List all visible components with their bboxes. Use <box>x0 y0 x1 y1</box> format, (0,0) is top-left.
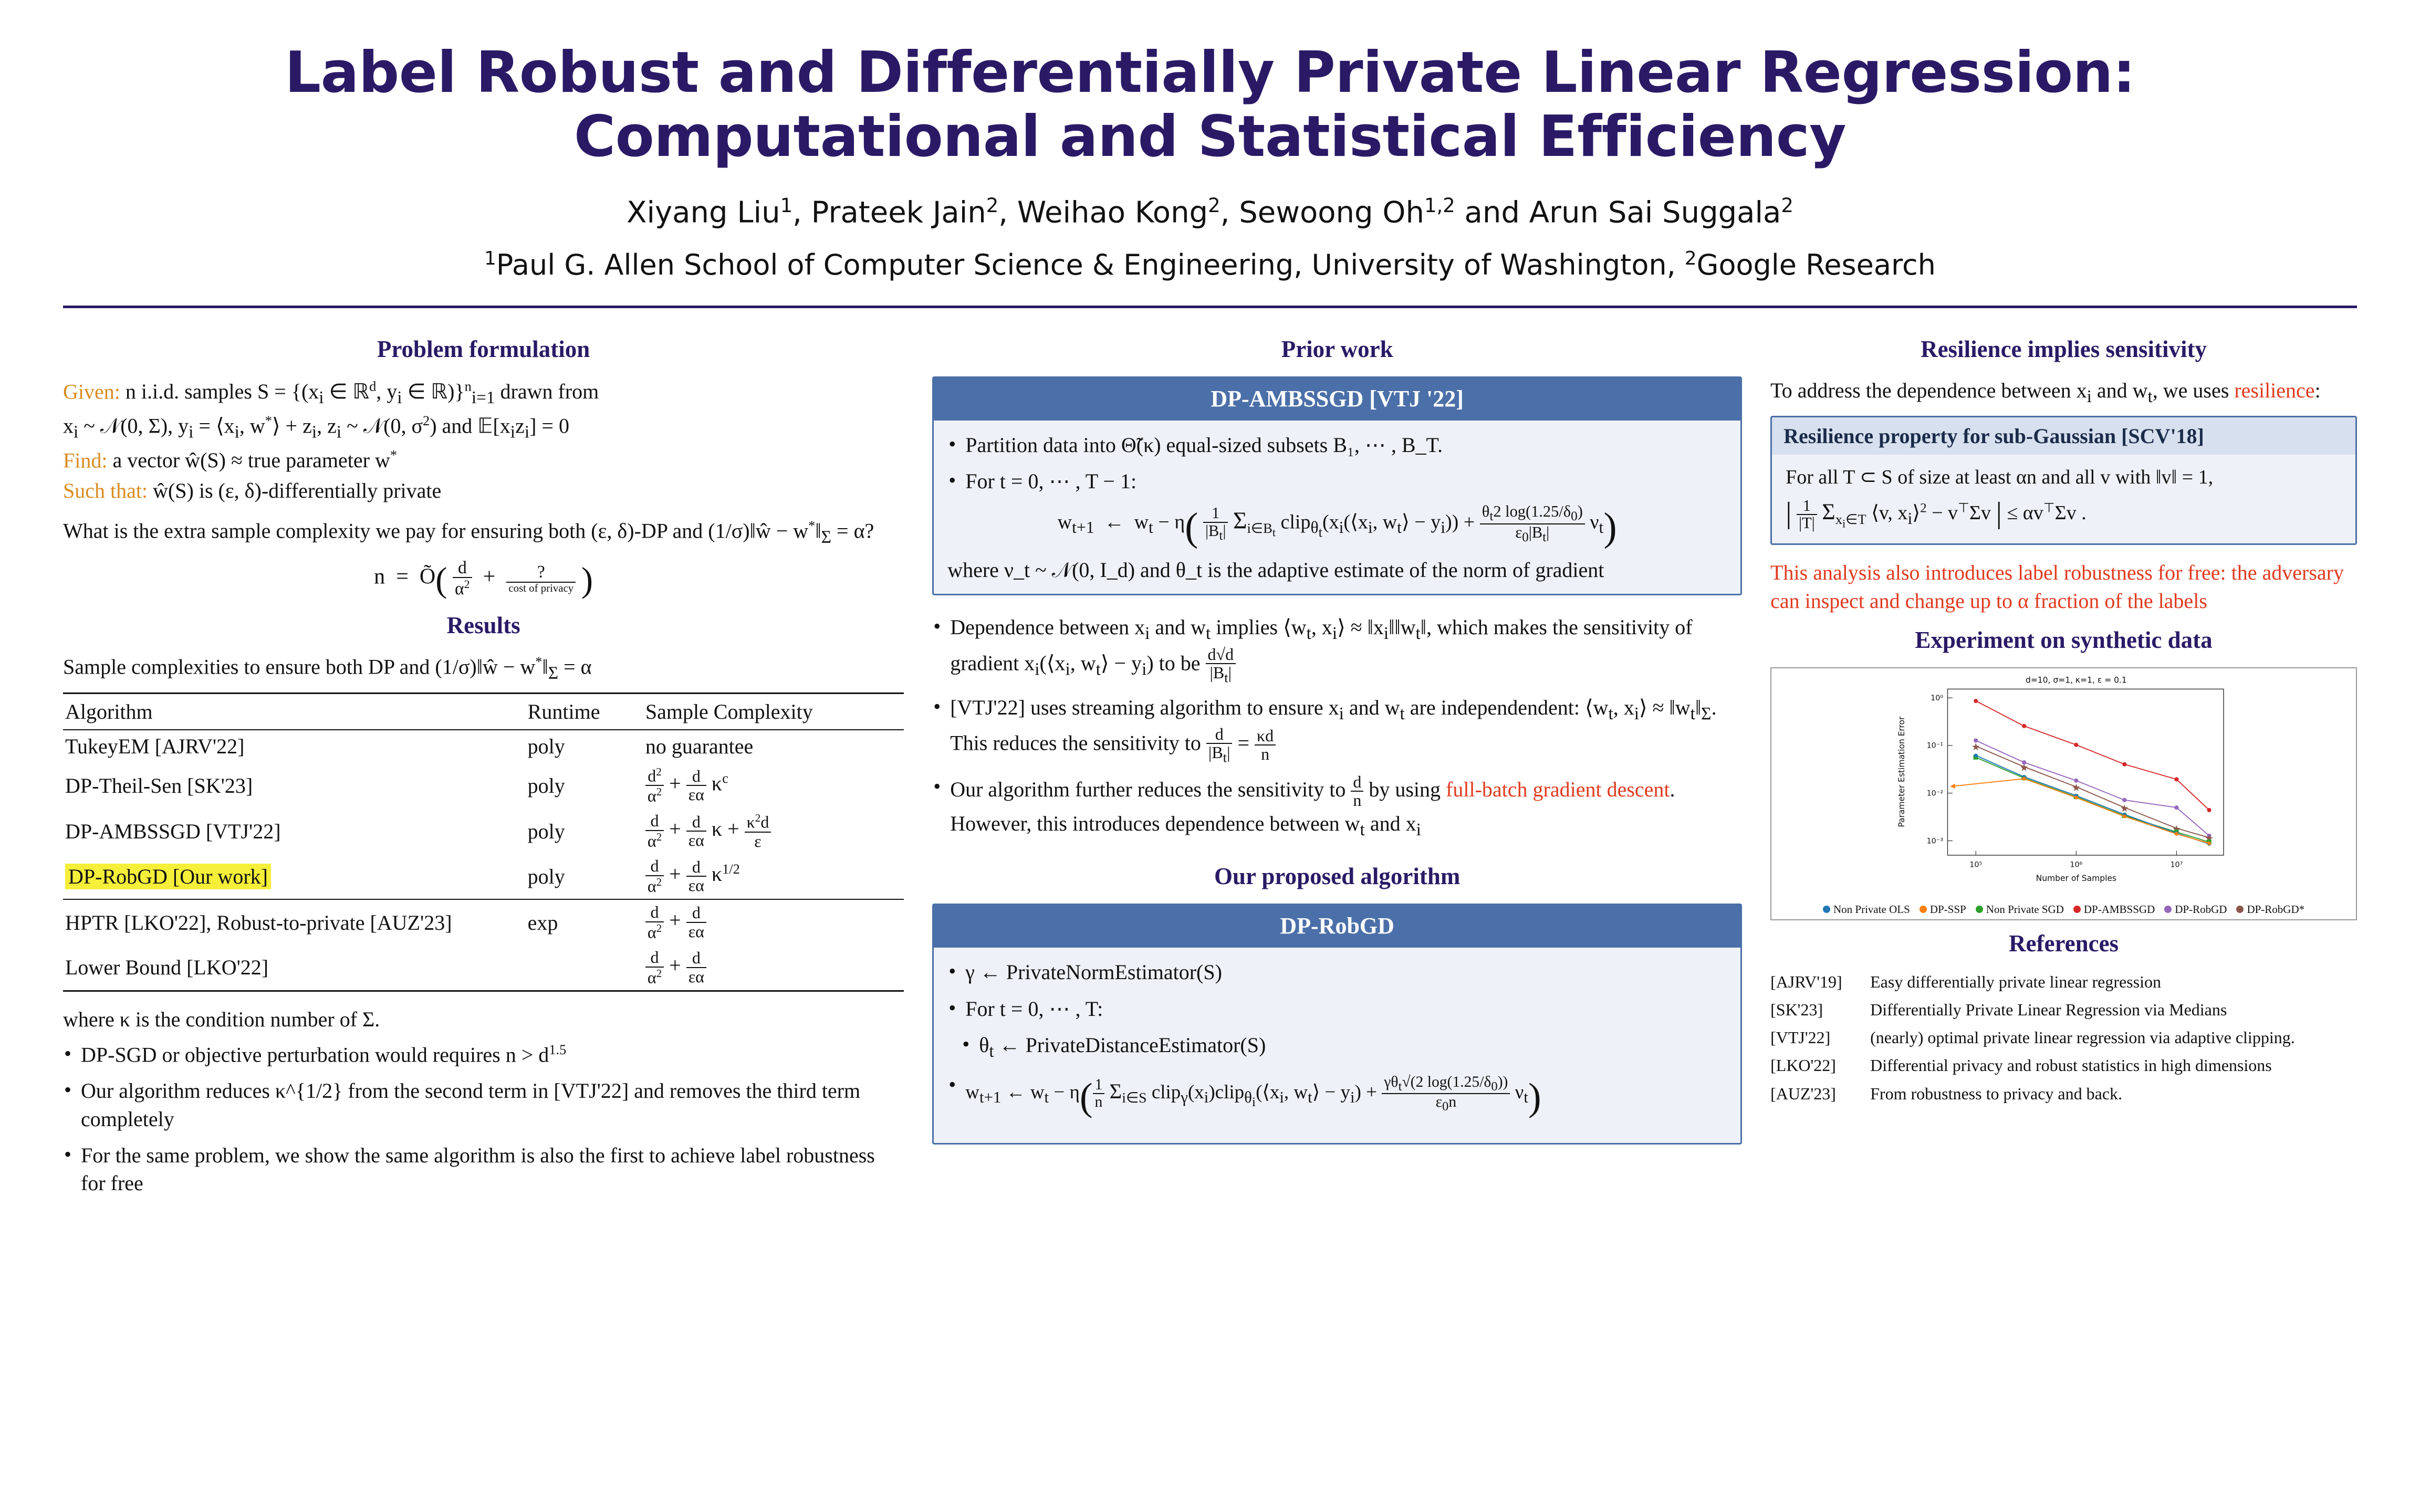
legend-swatch-icon <box>2164 906 2172 913</box>
dp-robgd-box-body <box>934 948 1740 1143</box>
section-title-references: References <box>2009 930 2119 957</box>
results-bullet-list <box>63 1041 904 1197</box>
cell-complexity: $\frac{d}{\alpha^2}$ + $\frac{d}{\varepsilon\alpha}$ <box>643 899 904 945</box>
section-title-resilience: Resilience implies sensitivity <box>1921 335 2207 362</box>
legend-label: DP-AMBSSGD <box>2083 902 2155 916</box>
problem-given-block <box>63 376 904 507</box>
cell-algorithm: DP-Theil-Sen [SK'23] <box>65 773 253 797</box>
legend-swatch-icon <box>1920 906 1927 913</box>
y-tick-label: 10⁻³ <box>1926 837 1944 846</box>
list-item: • Our algorithm reduces κ^{1/2} from the second term in [VTJ'22] and removes the third term completely <box>81 1077 904 1132</box>
cell-complexity: $\frac{d}{\alpha^2}$ + $\frac{d}{\varepsilon\alpha}$ $\kappa^{1/2}$ <box>643 854 904 899</box>
table-row-highlighted <box>63 854 904 899</box>
legend-item <box>1920 903 1966 916</box>
cell-algorithm: DP-AMBSSGD [VTJ'22] <box>65 819 281 843</box>
list-item: • $w_{t+1}$ ← $w_t - \eta$( $\frac{1}{n}$ $\Sigma_{i\in S}$ $clip_\gamma(x_i)clip_{\theta_i}(⟨x_i$, $w_t⟩ - y_i$) + $\frac{\gamma\theta_t√(2 \log(1.25/\delta_0))}{\varepsilon_0n}$ $\nu_t$) <box>965 1072 1727 1123</box>
dp-ambssgd-equation: $w_{t+1}$ ← $w_t - \eta$( $\frac{1}{|B_t|}$ $\Sigma_{i\in B_t}$ $clip_{\theta_t}(x_i(⟨x_i$, $w_t⟩ - y_i$)) + $\frac{\theta_t2 \log(1.25/\delta_0)}{\varepsilon_0|B_t|}$ $\nu_t$) <box>1057 502 1617 550</box>
series-line-dp-robgd-star <box>1976 746 2209 837</box>
dp-robgd-box <box>932 904 1742 1144</box>
reference-entry <box>1770 971 2357 993</box>
list-item: • γ ← PrivateNormEstimator(S) <box>965 958 1727 986</box>
dp-robgd-box-title: DP-RobGD <box>934 905 1740 948</box>
suchthat-line: Such that: ŵ(S) is (ε, δ)-differentially private <box>63 479 442 503</box>
legend-swatch-icon <box>1823 906 1830 913</box>
legend-label: Non Private OLS <box>1833 902 1910 916</box>
series-markers-non-private-ols <box>1974 753 2212 846</box>
poster-header <box>63 0 2357 308</box>
chart-y-axis <box>1927 694 1953 845</box>
resilience-statement-1: For all T ⊂ S of size at least αn and all v with ‖v‖ = 1, <box>1786 466 2214 489</box>
section-title-proposed-algorithm: Our proposed algorithm <box>1214 863 1461 890</box>
cell-algorithm: HPTR [LKO'22], Robust-to-private [AUZ'23] <box>63 899 526 945</box>
section-title-experiment: Experiment on synthetic data <box>1915 626 2213 653</box>
dp-ambssgd-steps <box>947 431 1727 495</box>
legend-item <box>1976 903 2064 916</box>
resilience-statement-2: | $\frac{1}{|T|}$ $\Sigma_{x_i\in T}$ ⟨v, $x_i⟩^2 - v^⊤\Sigma v$ | ≤ αv⊤Σv . <box>1786 496 2087 532</box>
legend-swatch-icon <box>2073 906 2081 913</box>
col-header-algorithm: Algorithm <box>63 693 526 730</box>
x-tick-label: 10⁵ <box>1969 860 1983 869</box>
reference-key: [VTJ'22] <box>1770 1028 1831 1047</box>
results-caption: Sample complexities to ensure both DP and (1/σ)‖ŵ − $w^*‖_\Sigma = \alpha$ <box>63 654 592 683</box>
reference-text: (nearly) optimal private linear regression via adaptive clipping. <box>1870 1028 2295 1047</box>
problem-question: What is the extra sample complexity we pay for ensuring both (ε, δ)-DP and (1/σ)‖ŵ − $w^*‖_\Sigma = \alpha$? <box>63 518 874 547</box>
column-right <box>1770 324 2357 1110</box>
reference-text: Easy differentially private linear regression <box>1870 972 2161 991</box>
list-item: • Partition data into Θ̃(κ) equal-sized subsets B₁, ⋯ , B_T. <box>965 431 1727 459</box>
legend-item <box>1823 903 1910 916</box>
resilience-box-body <box>1772 455 2355 543</box>
table-row <box>63 899 904 945</box>
reference-entry <box>1770 1083 2357 1105</box>
list-item: • [VTJ'22] uses streaming algorithm to ensure $x_i$ and $w_t$ are independendent: $⟨w_t$, $x_i⟩$ ≈ $‖w_t‖_\Sigma$. This reduces the sensitivity to $\frac{d}{|B_t|}$ = $\frac{\kappa d}{n}$ <box>950 694 1742 765</box>
legend-item <box>2164 903 2227 916</box>
dp-ambssgd-box-title: DP-AMBSSGD [VTJ '22] <box>934 378 1740 421</box>
cell-runtime: poly <box>527 864 565 888</box>
col-header-runtime: Runtime <box>526 693 643 730</box>
sample-complexity-equation: n = Õ( $\frac{d}{\alpha^2}$ + $\frac{?}{\text{cost of privacy}}$ ) <box>374 558 593 600</box>
series-markers-non-private-sgd <box>1974 755 2212 844</box>
affiliation-line: $^1$Paul G. Allen School of Computer Science & Engineering, University of Washington, $^2$Google Research <box>484 247 1936 281</box>
y-tick-label: 10⁰ <box>1931 694 1944 702</box>
y-tick-label: 10⁻¹ <box>1926 741 1944 750</box>
chart-ylabel: Parameter Estimation Error <box>1897 716 1907 827</box>
cell-algorithm <box>63 854 526 899</box>
chart-x-axis <box>1969 850 2183 869</box>
resilience-keyword: resilience <box>2234 378 2315 402</box>
list-item: • For t = 0, ⋯ , T − 1: <box>965 467 1727 495</box>
chart-legend <box>1775 903 2353 916</box>
legend-label: DP-RobGD <box>2175 902 2227 916</box>
page-title <box>63 0 2357 169</box>
table-row <box>63 730 904 762</box>
resilience-intro: To address the dependence between $x_i$ and $w_t$, we uses resilience: <box>1770 378 2321 406</box>
reference-text: Differential privacy and robust statistics in high dimensions <box>1870 1056 2272 1075</box>
experiment-chart <box>1770 667 2357 920</box>
prior-work-bullets <box>932 613 1742 842</box>
list-item: • $\theta_t$ ← PrivateDistanceEstimator(S) <box>979 1031 1727 1063</box>
table-row <box>63 762 904 809</box>
resilience-box-title: Resilience property for sub-Gaussian [SCV'18] <box>1772 417 2355 455</box>
cell-runtime: exp <box>526 899 643 945</box>
chart-svg <box>1775 671 2353 897</box>
series-markers-dp-robgd-star <box>1972 743 2213 842</box>
cell-runtime: poly <box>527 819 565 843</box>
list-item: • For t = 0, ⋯ , T: <box>965 995 1727 1023</box>
legend-label: DP-RobGD* <box>2247 902 2305 916</box>
section-title-results: Results <box>446 612 520 639</box>
y-tick-label: 10⁻² <box>1926 789 1944 798</box>
reference-key: [AUZ'23] <box>1770 1084 1836 1103</box>
results-table <box>63 692 904 992</box>
reference-entry <box>1770 1054 2357 1077</box>
list-item: • Dependence between $x_i$ and $w_t$ implies $⟨w_t$, $x_i⟩$ ≈ $‖x_i‖‖w_t‖$, which makes the sensitivity of gradient $x_i(⟨x_i$, $w_t⟩ - y_i$) to be $\frac{d√d}{|B_t|}$ <box>950 613 1742 685</box>
table-header-row <box>63 693 904 730</box>
list-item: • Our algorithm further reduces the sensitivity to $\frac{d}{n}$ by using full-batch gradient descent. However, this introduces dependence between $w_t$ and $x_i$ <box>950 773 1742 842</box>
x-tick-label: 10⁶ <box>2070 860 2083 869</box>
chart-title: d=10, σ=1, κ=1, ε = 0.1 <box>2026 675 2127 685</box>
cell-algorithm: Lower Bound [LKO'22] <box>63 945 526 991</box>
our-work-highlight: DP-RobGD [Our work] <box>65 864 271 889</box>
cell-complexity: $\frac{d^2}{\alpha^2}$ + $\frac{d}{\varepsilon\alpha}$ $\kappa^c$ <box>643 762 904 809</box>
reference-entry <box>1770 1026 2357 1049</box>
reference-entry <box>1770 999 2357 1021</box>
dp-ambssgd-box-body <box>934 421 1740 594</box>
chart-xlabel: Number of Samples <box>2036 873 2117 883</box>
dp-ambssgd-where: where ν_t ~ 𝒩(0, I_d) and θ_t is the adaptive estimate of the norm of gradient <box>947 558 1604 582</box>
legend-swatch-icon <box>2236 906 2244 913</box>
cell-complexity: $\frac{d}{\alpha^2}$ + $\frac{d}{\varepsilon\alpha}$ κ + $\frac{\kappa^2d}{\varepsilon}$ <box>643 808 904 854</box>
find-line: Find: a vector ŵ(S) ≈ true parameter w* <box>63 447 398 472</box>
col-header-complexity: Sample Complexity <box>643 693 904 730</box>
reference-key: [LKO'22] <box>1770 1056 1836 1075</box>
given-line: Given: n i.i.d. samples $S = \{(x_i$ ∈ ℝ$^d$, $y_i$ ∈ ℝ)}$^n_{i=1}$ drawn from <box>63 378 599 408</box>
legend-label: DP-SSP <box>1929 902 1966 916</box>
cell-algorithm: TukeyEM [AJRV'22] <box>65 734 245 758</box>
poster-columns <box>63 324 2357 1206</box>
label-robustness-note: This analysis also introduces label robustness for free: the adversary can inspect and change up to α fraction of the labels <box>1770 561 2344 613</box>
cell-runtime: poly <box>527 773 565 797</box>
full-batch-highlight: full-batch gradient descent <box>1446 777 1670 801</box>
cell-runtime <box>526 945 643 991</box>
reference-text: From robustness to privacy and back. <box>1870 1084 2123 1103</box>
kappa-note: where κ is the condition number of Σ. <box>63 1007 380 1031</box>
table-row <box>63 945 904 991</box>
legend-swatch-icon <box>1976 906 1983 913</box>
list-item: • DP-SGD or objective perturbation would requires $n > d^{1.5}$ <box>81 1041 904 1069</box>
reference-key: [AJRV'19] <box>1770 972 1842 991</box>
author-list: Xiyang Liu$^1$, Prateek Jain$^2$, Weihao Kong$^2$, Sewoong Oh$^{1,2}$ and Arun Sai Suggala$^2$ <box>627 194 1793 230</box>
legend-item <box>2073 903 2155 916</box>
dp-ambssgd-box <box>932 376 1742 596</box>
series-line-dp-robgd <box>1976 740 2209 836</box>
series-markers-dp-ssp <box>1950 776 2211 845</box>
dp-robgd-steps <box>947 958 1727 1123</box>
column-middle <box>932 324 1742 1145</box>
column-left <box>63 324 904 1206</box>
resilience-box <box>1770 416 2357 545</box>
reference-key: [SK'23] <box>1770 1000 1823 1019</box>
series-markers-dp-robgd <box>1974 738 2211 838</box>
cell-runtime: poly <box>527 734 565 758</box>
legend-label: Non Private SGD <box>1986 902 2064 916</box>
section-title-problem-formulation: Problem formulation <box>377 335 590 362</box>
series-line-non-private-sgd <box>1976 757 2209 842</box>
list-item: • For the same problem, we show the same algorithm is also the first to achieve label robustness for free <box>81 1141 904 1197</box>
table-row <box>63 808 904 854</box>
given-distribution-line: $x_i$ ~ 𝒩(0, Σ), $y_i$ = $⟨x_i$, w*⟩ + $z_i$, $z_i$ ~ 𝒩(0, $\sigma^2$) and $𝔼[x_iz_i] = 0$ <box>63 413 569 442</box>
x-tick-label: 10⁷ <box>2170 860 2183 869</box>
cell-complexity: no guarantee <box>645 734 754 758</box>
legend-item <box>2236 903 2304 916</box>
title-line-2: Computational and Statistical Efficiency <box>573 104 1847 170</box>
reference-text: Differentially Private Linear Regression via Medians <box>1870 1000 2227 1019</box>
header-divider <box>63 306 2357 308</box>
references-list <box>1770 971 2357 1105</box>
title-line-1: Label Robust and Differentially Private Linear Regression: <box>285 40 2135 106</box>
cell-complexity: $\frac{d}{\alpha^2}$ + $\frac{d}{\varepsilon\alpha}$ <box>643 945 904 991</box>
section-title-prior-work: Prior work <box>1281 335 1393 362</box>
